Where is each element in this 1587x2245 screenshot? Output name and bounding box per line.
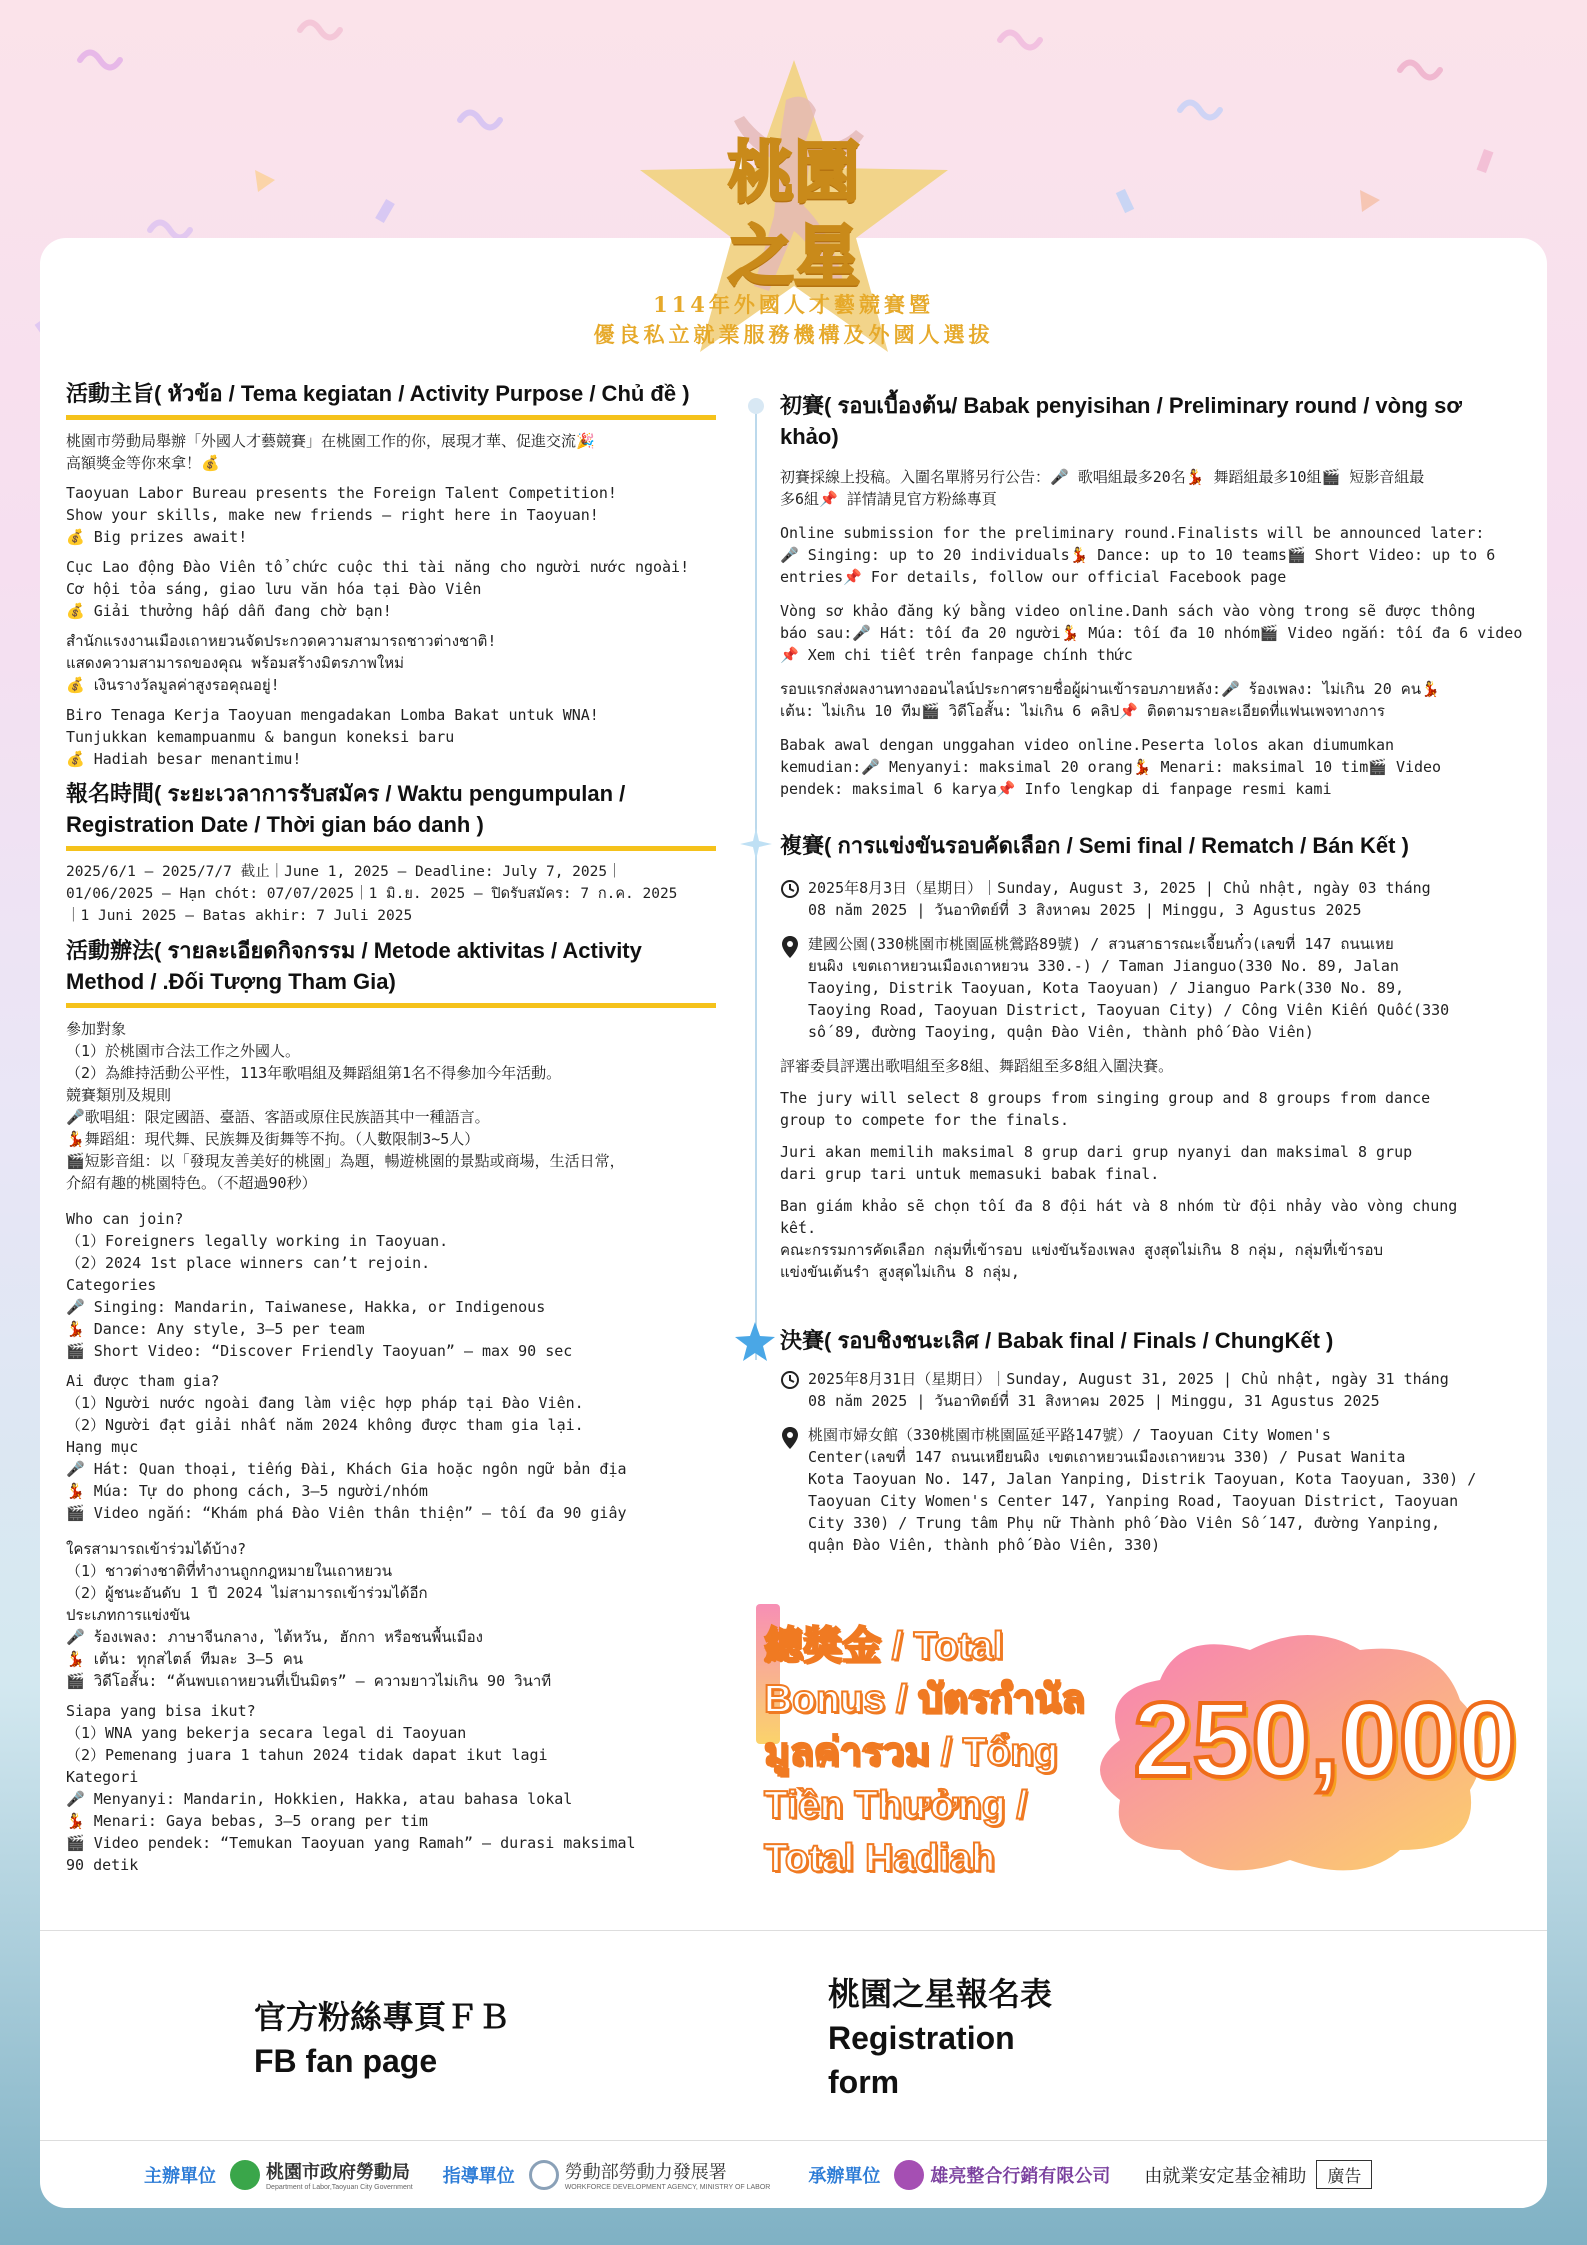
funding-note: 由就業安定基金補助 bbox=[1144, 2165, 1307, 2186]
preliminary-th: รอบแรกส่งผลงานทางออนไลน์ประกาศรายชื่อผู้ผ่านเข้ารอบภายหลัง:🎤 ร้องเพลง: ไม่เกิน 20 คน💃 เต้น: ไม่เกิน 10 ทีม🎬 วิดีโอสั้น: ไม่เกิน 6 คลิป📌 ติดตามรายละเอียดที่แฟนเพจทางการ bbox=[780, 680, 1440, 720]
form-label-line-2: Registration bbox=[828, 2020, 1015, 2056]
sparkle-icon bbox=[740, 828, 772, 860]
semifinal-title: 複賽( การแข่งขันรอบคัดเลือก / Semi final / Rematch / Bán Kết ) bbox=[780, 833, 1409, 858]
host-org bbox=[230, 2158, 413, 2191]
semifinal-zh: 評審委員評選出歌唱組至多8組、舞蹈組至多8組入圍決賽。 bbox=[780, 1057, 1174, 1075]
preliminary-en: Online submission for the preliminary round.Finalists will be announced later: 🎤 Singing: up to 20 individuals💃 Dance: up to 10 teams🎬 Short Video: up to 6 entries📌 For details, follow our official Facebook page bbox=[780, 524, 1496, 586]
preliminary-id: Babak awal dengan unggahan video online.Peserta lolos akan diumumkan kemudian:🎤 Menyanyi: maksimal 20 orang💃 Menari: maksimal 10 tim🎬 Video pendek: maksimal 6 karya📌 Info lengkap di fanpage resmi kami bbox=[780, 736, 1442, 798]
purpose-title: 活動主旨( หัวข้อ / Tema kegiatan / Activity Purpose / Chủ đề ) bbox=[66, 378, 716, 420]
semifinal-vi-th: Ban giám khảo sẽ chọn tối đa 8 đội hát và 8 nhóm từ đội nhảy vào vòng chung kết. คณะกรรมการคัดเลือก กลุ่มที่เข้ารอบ แข่งขันร้องเพลง สูงสุดไม่เกิน 8 กลุ่ม, กลุ่มที่เข้ารอบ แข่งขันเต้นรำ สูงสุดไม่เกิน 8 กลุ่ม, bbox=[780, 1197, 1458, 1281]
final-date-row bbox=[780, 1368, 1525, 1412]
semifinal-date-row bbox=[780, 877, 1525, 921]
form-qr-label bbox=[828, 1972, 1052, 2104]
host-org-sub: Department of Labor,Taoyuan City Government bbox=[266, 2184, 413, 2191]
fb-label-line-1: 官方粉絲專頁ＦＢ bbox=[254, 1999, 511, 2035]
subtitle-line-2: 優良私立就業服務機構及外國人選拔 bbox=[593, 322, 994, 347]
fb-label-line-2: FB fan page bbox=[254, 2043, 438, 2079]
purpose-zh: 桃園市勞動局舉辦「外國人才藝競賽」在桃園工作的你，展現才華、促進交流🎉 高額獎金等你來拿！💰 bbox=[66, 432, 595, 472]
clock-icon bbox=[780, 877, 808, 921]
purpose-en: Taoyuan Labor Bureau presents the Foreign Talent Competition! Show your skills, make new friends – right here in Taoyuan! 💰 Big prizes await! bbox=[66, 484, 617, 546]
preliminary-title: 初賽( รอบเบื้องต้น/ Babak penyisihan / Preliminary round / vòng sơ khảo) bbox=[780, 393, 1462, 449]
semifinal-location-row bbox=[780, 933, 1525, 1043]
method-th: ใครสามารถเข้าร่วมได้บ้าง? （1）ชาวต่างชาติที่ทำงานถูกกฎหมายในเถาหยวน （2）ผู้ชนะอันดับ 1 ปี 2024 ไม่สามารถเข้าร่วมได้อีก ประเภทการแข่งขัน 🎤 ร้องเพลง: ภาษาจีนกลาง, ไต้หวัน, ฮักกา หรือชนพื้นเมือง 💃 เต้น: ทุกสไตล์ ทีมละ 3–5 คน 🎬 วิดีโอสั้น: “ค้นพบเถาหยวนที่เป็นมิตร” – ความยาวไม่เกิน 90 วินาที bbox=[66, 1540, 552, 1690]
semifinal-date: 2025年8月3日（星期日）｜Sunday, August 3, 2025 | Chủ nhật, ngày 03 tháng 08 năm 2025 | วันอาทิตย์ที่ 3 สิงหาคม 2025 | Minggu, 3 Agustus 2025 bbox=[808, 879, 1431, 919]
title-line-1: 桃園 bbox=[728, 133, 860, 211]
preliminary-zh: 初賽採線上投稿。入圍名單將另行公告：🎤 歌唱組最多20名💃 舞蹈組最多10組🎬 短影音組最 多6組📌 詳情請見官方粉絲專頁 bbox=[780, 468, 1425, 508]
star-icon bbox=[734, 1322, 776, 1362]
timeline-line bbox=[755, 400, 757, 1360]
host-org-name: 桃園市政府勞動局 bbox=[266, 2162, 410, 2182]
preliminary-vi: Vòng sơ khảo đăng ký bằng video online.Danh sách vào vòng trong sẽ được thông báo sau:🎤 Hát: tối đa 20 người💃 Múa: tối đa 10 nhóm🎬 Video ngắn: tối đa 6 video 📌 Xem chi tiết trên fanpage chính thức bbox=[780, 602, 1523, 664]
form-label-line-3: form bbox=[828, 2064, 900, 2100]
purpose-id: Biro Tenaga Kerja Taoyuan mengadakan Lomba Bakat untuk WNA! Tunjukkan kemampuanmu & bangun koneksi baru 💰 Hadiah besar menantimu! bbox=[66, 706, 599, 768]
guide-label: 指導單位 bbox=[442, 2165, 515, 2186]
footer-sponsors bbox=[40, 2140, 1547, 2208]
wda-logo-icon bbox=[529, 2160, 559, 2190]
contractor-logo-icon bbox=[894, 2160, 924, 2190]
clock-icon bbox=[780, 1368, 808, 1412]
contractor-org-name: 雄亮整合行銷有限公司 bbox=[930, 2165, 1111, 2186]
event-subtitle bbox=[400, 290, 1187, 350]
ad-badge: 廣告 bbox=[1316, 2160, 1372, 2189]
event-title bbox=[694, 130, 894, 298]
prize-block bbox=[750, 1600, 1550, 1900]
purpose-vi: Cục Lao động Đào Viên tổ chức cuộc thi tài năng cho người nước ngoài! Cơ hội tỏa sáng, giao lưu văn hóa tại Đào Viên 💰 Giải thưởng hấp dẫn đang chờ bạn! bbox=[66, 558, 690, 620]
prize-amount: 250,000 bbox=[1133, 1681, 1517, 1799]
location-pin-icon bbox=[780, 933, 808, 1043]
semifinal-en: The jury will select 8 groups from singing group and 8 groups from dance group to compete for the finals. bbox=[780, 1089, 1431, 1129]
method-zh: 參加對象 （1）於桃園市合法工作之外國人。 （2）為維持活動公平性，113年歌唱組及舞蹈組第1名不得參加今年活動。 競賽類別及規則 🎤歌唱組：限定國語、臺語、客語或原住民族語其中一種語言。 💃舞蹈組：現代舞、民族舞及街舞等不拘。（人數限制3~5人） 🎬短影音組：以「發現友善美好的桃園」為題，暢遊桃園的景點或商場，生活日常， 介紹有趣的桃園特色。（不超過90秒） bbox=[66, 1020, 625, 1192]
semifinal-id: Juri akan memilih maksimal 8 grup dari grup nyanyi dan maksimal 8 grup dari grup tari untuk memasuki babak final. bbox=[780, 1143, 1413, 1183]
final-date: 2025年8月31日（星期日）｜Sunday, August 31, 2025 | Chủ nhật, ngày 31 tháng 08 năm 2025 | วันอาทิตย์ที่ 31 สิงหาคม 2025 | Minggu, 31 Agustus 2025 bbox=[808, 1370, 1449, 1410]
preliminary-section bbox=[780, 390, 1525, 808]
semifinal-location: 建國公園(330桃園市桃園區桃鶯路89號) / สวนสาธารณะเจี้ยนกั๋ว(เลขที่ 147 ถนนเหย ยนผิง เขตเถาหยวนเมืองเถาหยวน 330.-) / Taman Jianguo(330 No. 89, Jalan Taoying, Distrik Taoyuan, Kota Taoyuan) / Jianguo Park(330 No. 89, Taoying Road, Taoyuan District, Taoyuan City) / Công Viên Kiến Quốc(330 số 89, đường Taoying, quận Đào Viên, thành phố Đào Viên) bbox=[808, 935, 1450, 1041]
method-title: 活動辦法( รายละเอียดกิจกรรม / Metode aktivitas / Activity Method / .Đối Tượng Tham Gia) bbox=[66, 935, 716, 1008]
labor-bureau-logo-icon bbox=[230, 2160, 260, 2190]
title-line-2: 之星 bbox=[728, 217, 860, 295]
subtitle-line-1: 114年外國人才藝競賽暨 bbox=[653, 292, 934, 317]
contractor-label: 承辦單位 bbox=[808, 2165, 881, 2186]
fb-qr-label bbox=[254, 1995, 510, 2083]
final-location: 桃園市婦女館（330桃園市桃園區延平路147號）/ Taoyuan City Women's Center(เลขที่ 147 ถนนเหยียนผิง เขตเถาหยวนเมืองเถาหยวน 330) / Pusat Wanita Kota Taoyuan No. 147, Jalan Yanping, Distrik Taoyuan, Kota Taoyuan, 330) / Taoyuan City Women's Center 147, Yanping Road, Taoyuan District, Taoyuan City 330) / Trung tâm Phụ nữ Thành phố Đào Viên Số 147, đường Yanping, quận Đào Viên, thành phố Đào Viên, 330) bbox=[808, 1426, 1477, 1554]
semifinal-section bbox=[780, 830, 1525, 1291]
method-en: Who can join? （1）Foreigners legally working in Taoyuan. （2）2024 1st place winners can’t rejoin. Categories 🎤 Singing: Mandarin, Taiwanese, Hakka, or Indigenous 💃 Dance: Any style, 3–5 per team 🎬 Short Video: “Discover Friendly Taoyuan” – max 90 sec bbox=[66, 1210, 573, 1360]
timeline-dot-preliminary bbox=[748, 398, 764, 414]
form-label-line-1: 桃園之星報名表 bbox=[828, 1976, 1053, 2012]
guide-org-sub: WORKFORCE DEVELOPMENT AGENCY, MINISTRY OF LABOR bbox=[564, 2184, 771, 2191]
host-label: 主辦單位 bbox=[144, 2165, 216, 2186]
registration-title: 報名時間( ระยะเวลาการรับสมัคร / Waktu pengumpulan / Registration Date / Thời gian báo danh ) bbox=[66, 778, 716, 851]
final-section bbox=[780, 1325, 1525, 1568]
registration-dates: 2025/6/1 – 2025/7/7 截止｜June 1, 2025 – Deadline: July 7, 2025｜ 01/06/2025 – Hạn chót: 07/07/2025｜1 มิ.ย. 2025 – ปิดรับสมัคร: 7 ก.ค. 2025 ｜1 Juni 2025 – Batas akhir: 7 Juli 2025 bbox=[66, 864, 678, 924]
method-vi: Ai được tham gia? （1）Người nước ngoài đang làm việc hợp pháp tại Đào Viên. （2）Người đạt giải nhất năm 2024 không được tham gia lại. Hạng mục 🎤 Hát: Quan thoại, tiếng Đài, Khách Gia hoặc ngôn ngữ bản địa 💃 Múa: Tự do phong cách, 3–5 người/nhóm 🎬 Video ngắn: “Khám phá Đào Viên thân thiện” – tối đa 90 giây bbox=[66, 1372, 627, 1522]
purpose-body bbox=[66, 430, 716, 770]
contractor-org bbox=[894, 2160, 1110, 2190]
location-pin-icon bbox=[780, 1424, 808, 1556]
method-body bbox=[66, 1018, 716, 1876]
method-id: Siapa yang bisa ikut? （1）WNA yang bekerja secara legal di Taoyuan （2）Pemenang juara 1 tahun 2024 tidak dapat ikut lagi Kategori 🎤 Menyanyi: Mandarin, Hokkien, Hakka, atau bahasa lokal 💃 Menari: Gaya bebas, 3–5 orang per tim 🎬 Video pendek: “Temukan Taoyuan yang Ramah” – durasi maksimal 90 detik bbox=[66, 1702, 636, 1874]
header bbox=[0, 0, 1587, 360]
purpose-th: สำนักแรงงานเมืองเถาหยวนจัดประกวดความสามารถชาวต่างชาติ! แสดงความสามารถของคุณ พร้อมสร้างมิตรภาพใหม่ 💰 เงินรางวัลมูลค่าสูงรอคุณอยู่! bbox=[66, 632, 497, 694]
final-title: 決賽( รอบชิงชนะเลิศ / Babak final / Finals / ChungKết ) bbox=[780, 1328, 1334, 1353]
final-location-row bbox=[780, 1424, 1525, 1556]
guide-org bbox=[529, 2158, 771, 2191]
guide-org-name: 勞動部勞動力發展署 bbox=[564, 2162, 727, 2182]
left-column bbox=[66, 378, 716, 1884]
prize-label: 總獎金 / Total Bonus / บัตรกำนัล มูลค่ารวม / Tổng Tiền Thưởng / Total Hadiah bbox=[764, 1625, 1085, 1880]
